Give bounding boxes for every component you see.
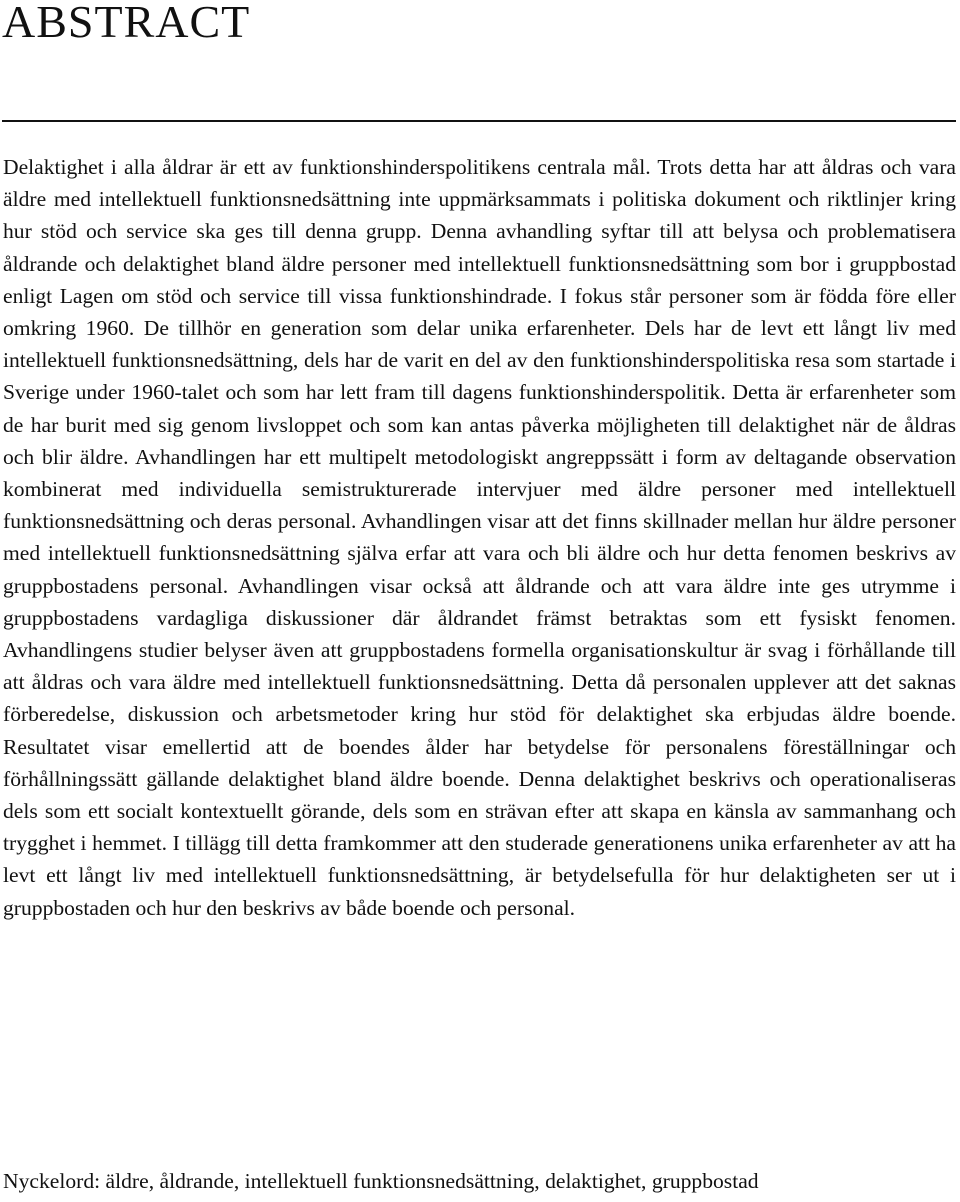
heading-rule bbox=[2, 120, 956, 122]
abstract-heading: ABSTRACT bbox=[2, 0, 251, 47]
abstract-body-text: Delaktighet i alla åldrar är ett av funktionshinderspolitikens centrala mål. Trots detta har att åldras och vara äldre med intellektuell funktionsnedsättning inte uppmärksammats i politiska dokument och riktlinjer kring hur stöd och service ska ges till denna grupp. Denna avhandling syftar till att belysa och problematisera åldrande och delaktighet bland äldre personer med intellektuell funktionsnedsättning som bor i gruppbostad enligt Lagen om stöd och service till vissa funktionshindrade. I fokus står personer som är födda före eller omkring 1960. De tillhör en generation som delar unika erfarenheter. Dels har de levt ett långt liv med intellektuell funktionsnedsättning, dels har de varit en del av den funktionshinderspolitiska resa som startade i Sverige under 1960-talet och som har lett fram till dagens funktionshinderspolitik. Detta är erfarenheter som de har burit med sig genom livsloppet och som kan antas påverka möjligheten till delaktighet när de åldras och blir äldre. Avhandlingen har ett multipelt metodologiskt angreppssätt i form av deltagande observation kombinerat med individuella semistrukturerade intervjuer med äldre personer med intellektuell funktionsnedsättning och deras personal. Avhandlingen visar att det finns skillnader mellan hur äldre personer med intellektuell funktionsnedsättning själva erfar att vara och bli äldre och hur detta fenomen beskrivs av gruppbostadens personal. Avhandlingen visar också att åldrande och att vara äldre inte ges utrymme i gruppbostadens vardagliga diskussioner där åldrandet främst betraktas som ett fysiskt fenomen. Avhandlingens studier belyser även att gruppbostadens formella organisationskultur är svag i förhållande till att åldras och vara äldre med intellektuell funktionsnedsättning. Detta då personalen upplever att det saknas förberedelse, diskussion och arbetsmetoder kring hur stöd för delaktighet ska erbjudas äldre boende. Resultatet visar emellertid att de boendes ålder har betydelse för personalens föreställningar och förhållningssätt gällande delaktighet bland äldre boende. Denna delaktighet beskrivs och operationaliseras dels som ett socialt kontextuellt görande, dels som en strävan efter att skapa en känsla av sammanhang och trygghet i hemmet. I tillägg till detta framkommer att den studerade generationens unika erfarenheter av att ha levt ett långt liv med intellektuell funktionsnedsättning, är betydelsefulla för hur delaktigheten ser ut i gruppbostaden och hur den beskrivs av både boende och personal. bbox=[3, 155, 956, 920]
keywords-line: Nyckelord: äldre, åldrande, intellektuell funktionsnedsättning, delaktighet, gruppbostad bbox=[3, 1169, 759, 1193]
